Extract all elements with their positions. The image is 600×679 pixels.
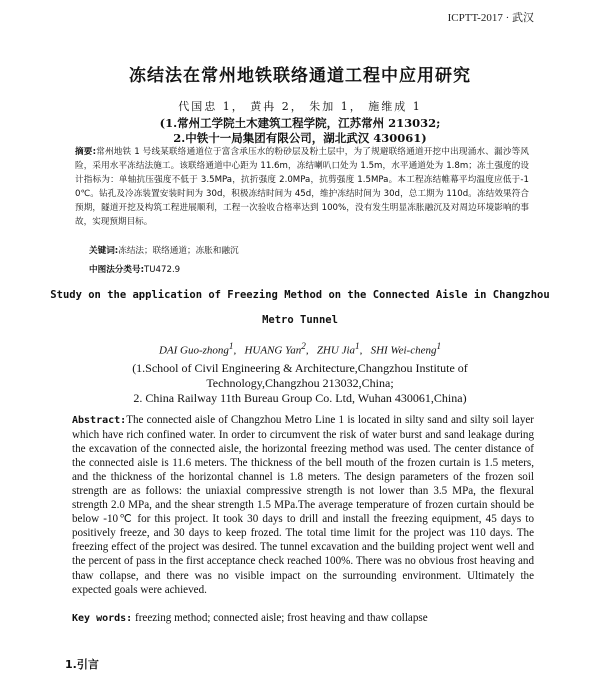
author-en-4: SHI Wei-cheng: [370, 344, 437, 357]
abstract-cn: [75, 146, 529, 229]
keywords-cn-text: 冻结法；联络通道；冻胀和融沉: [118, 246, 239, 256]
title-en-line2: Metro Tunnel: [262, 314, 338, 326]
keywords-cn-label: 关键词:: [89, 246, 119, 256]
classification-cn-text: TU472.9: [144, 265, 181, 275]
conference-header: ICPTT-2017 · 武汉: [447, 12, 534, 24]
author-en-1: DAI Guo-zhong: [158, 344, 229, 357]
abstract-en-label: Abstract:: [72, 415, 127, 426]
authors-en: DAI Guo-zhong$^1$, HUANG Yan$^2$, ZHU Jia$^1$, SHI Wei-cheng$^1$: [158, 341, 442, 357]
abstract-en-text: The connected aisle of Changzhou Metro Line 1 is located in silty sand and silty soil layer which have rich confined water. In order to circumvent the risk of water burst and sand leakage during the excavation of the connected aisle, the horizontal freezing method was used. The center distance of the connected aisle is 11.6 meters. The thickness of the bell mouth of the frozen curtain is 1.5 meters, and the thickness of the horizontal channel is 1.8 meters. The design parameters of the frozen soil strength are as follows: the uniaxial compressive strength is not lower than 3.5 MPa, the flexural strength 2.0 MPa, and the shear strength 1.5 MPa.The average temperature of frozen curtain should be below -10℃ for this project. It took 30 days to drill and install the freezing equipment, 45 days to positively freeze, and 30 days to keep frozed. The total time limit for the project was 110 days. The freezing effect of the project was desired. The tunnel excavation and the building project went well and the percent of pass in the first acceptance check reached 100%. There was no obvious frost heaving and thaw collapse, and there was no visible impact on the surrounding environment. Ultimately the expected goals were achieved.: [72, 414, 534, 596]
keywords-en: [72, 612, 534, 624]
author-en-3: ZHU Jia: [316, 344, 356, 357]
author-en-2: HUANG Yan: [244, 344, 302, 357]
abstract-cn-text: 常州地铁 1 号线某联络通道位于富含承压水的粉砂层及粉土层中，为了规避联络通道开挖中出现涌水、漏沙等风险，采用水平冻结法施工。该联络通道中心距为 11.6m，冻结喇叭口处为 1.5m，水平通道处为 1.8m；冻土强度的设计指标为：单轴抗压强度不低于 3.5MPa，抗折强度 2.0MPa，抗剪强度 1.5MPa。本工程冻结帷幕平均温度应低于-10℃。钻孔及冷冻装置安装时间为 30d，积极冻结时间为 45d，维护冻结时间为 30d，总工期为 110d。冻结效果符合预期，隧道开挖及构筑工程进展顺利，工程一次验收合格率达到 100%，没有发生明显冻胀融沉及对周边环境影响的事故，实现预期目标。: [75, 147, 530, 227]
affiliation-cn-line2: 2.中铁十一局集团有限公司，湖北武汉 430061): [173, 131, 427, 145]
title-cn: 冻结法在常州地铁联络通道工程中应用研究: [129, 66, 471, 86]
abstract-cn-label: 摘要:: [75, 147, 97, 157]
affiliation-cn-line1: (1.常州工学院土木建筑工程学院，江苏常州 213032;: [159, 116, 441, 130]
keywords-cn: [89, 244, 239, 256]
affiliation-en-line1: (1.School of Civil Engineering & Architecture,Changzhou Institute of: [132, 361, 468, 375]
title-en-line1: Study on the application of Freezing Method on the Connected Aisle in Changzhou: [50, 289, 550, 301]
keywords-en-text: freezing method; connected aisle; frost heaving and thaw collapse: [135, 612, 428, 624]
author-en-3-sup: 1: [355, 341, 360, 351]
affiliation-en-line2: Technology,Changzhou 213032,China;: [206, 376, 394, 390]
classification-cn: [89, 263, 180, 275]
affiliation-en-line3: 2. China Railway 11th Bureau Group Co. Ltd, Wuhan 430061,China): [133, 391, 467, 405]
author-en-4-sup: 1: [436, 341, 442, 351]
authors-cn: 代国忠 1， 黄冉 2， 朱加 1， 施维成 1: [178, 100, 422, 113]
classification-cn-label: 中图法分类号:: [89, 265, 144, 275]
abstract-en: [72, 413, 534, 597]
section-heading-introduction: 1.引言: [65, 658, 99, 671]
author-en-1-sup: 1: [228, 341, 234, 351]
keywords-en-label: Key words:: [72, 613, 133, 624]
author-en-2-sup: 2: [301, 341, 306, 351]
